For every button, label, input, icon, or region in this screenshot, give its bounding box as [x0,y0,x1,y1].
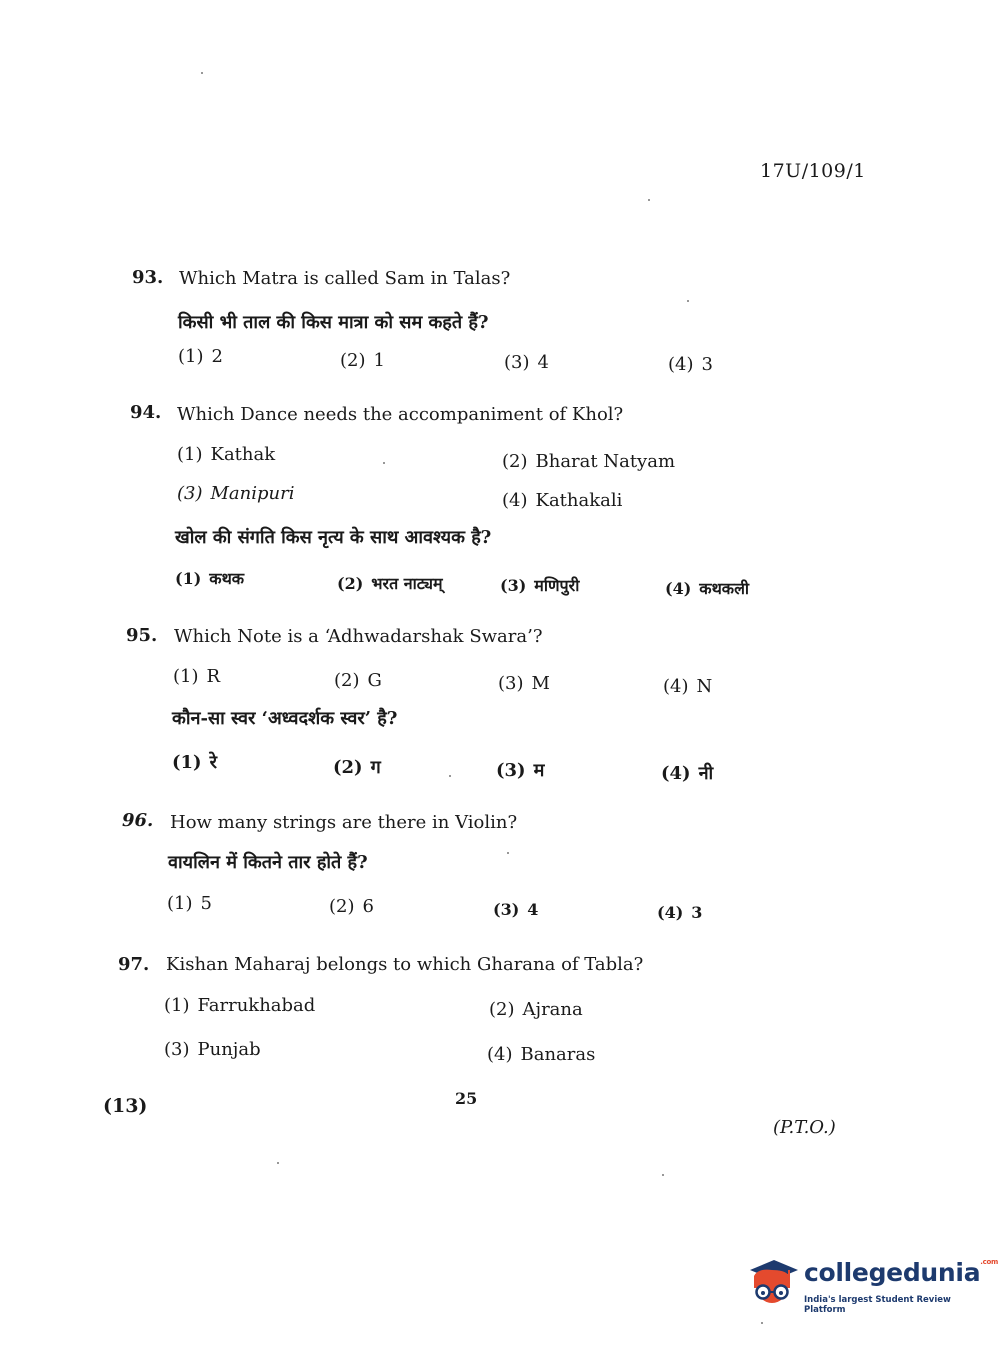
center-number: 25 [455,1089,478,1108]
scan-speck [687,300,689,302]
scan-speck [507,852,509,854]
option-96-3: (3) 4 [493,900,539,919]
logo-tagline: India's largest Student Review Platform [804,1295,951,1315]
hindi-option-94-1: (1) कथक [175,569,245,588]
question-text-94: Which Dance needs the accompaniment of Khol? [177,404,624,425]
option-96-2: (2) 6 [329,896,374,917]
scan-speck [383,462,385,464]
option-95-3: (3) M [498,673,550,694]
question-hindi-96: वायलिन में कितने तार होते हैं? [168,852,368,873]
hindi-option-95-3: (3) म [496,760,545,781]
question-hindi-95: कौन-सा स्वर ‘अध्वदर्शक स्वर’ है? [172,708,398,729]
option-93-2: (2) 1 [340,350,385,371]
option-94-4: (4) Kathakali [502,490,623,511]
option-94-3: (3) Manipuri [177,483,295,504]
hindi-option-95-2: (2) ग [333,757,381,778]
question-text-97: Kishan Maharaj belongs to which Gharana of Tabla? [166,954,644,975]
question-number-97: 97. [118,954,150,975]
question-number-95: 95. [126,625,158,646]
paper-code: 17U/109/1 [760,160,866,182]
option-93-4: (4) 3 [668,354,713,375]
page-number: (13) [103,1095,148,1117]
question-number-93: 93. [132,267,164,288]
option-96-4: (4) 3 [657,903,703,922]
student-mascot-icon [744,1254,800,1310]
option-95-1: (1) R [173,666,221,687]
hindi-option-94-4: (4) कथकली [665,579,750,598]
option-97-4: (4) Banaras [487,1044,596,1065]
scan-speck [761,1322,763,1324]
scan-speck [277,1162,279,1164]
option-95-2: (2) G [334,670,382,691]
question-text-95: Which Note is a ‘Adhwadarshak Swara’? [174,626,543,647]
option-93-3: (3) 4 [504,352,549,373]
scan-speck [449,775,451,777]
pto-label: (P.T.O.) [773,1117,836,1138]
hindi-option-94-2: (2) भरत नाट्यम् [337,574,443,593]
hindi-option-95-1: (1) रे [172,752,217,773]
option-97-3: (3) Punjab [164,1039,261,1060]
question-text-93: Which Matra is called Sam in Talas? [179,268,511,289]
logo-wordmark: collegedunia$^{.com}$ [804,1258,998,1287]
scan-speck [662,1174,664,1176]
option-97-2: (2) Ajrana [489,999,583,1020]
question-number-94: 94. [130,402,162,423]
option-95-4: (4) N [663,676,713,697]
scan-speck [648,199,650,201]
option-94-2: (2) Bharat Natyam [502,451,676,472]
question-hindi-94: खोल की संगति किस नृत्य के साथ आवश्यक है? [175,527,492,548]
question-hindi-93: किसी भी ताल की किस मात्रा को सम कहते हैं? [178,312,489,333]
question-number-96: 96. [122,810,154,831]
collegedunia-logo[interactable] [744,1252,998,1316]
scan-speck [201,72,203,74]
option-94-1: (1) Kathak [177,444,276,465]
hindi-option-95-4: (4) नी [661,763,714,784]
option-93-1: (1) 2 [178,346,223,367]
hindi-option-94-3: (3) मणिपुरी [500,576,580,595]
option-96-1: (1) 5 [167,893,212,914]
option-97-1: (1) Farrukhabad [164,995,316,1016]
question-text-96: How many strings are there in Violin? [170,812,518,833]
